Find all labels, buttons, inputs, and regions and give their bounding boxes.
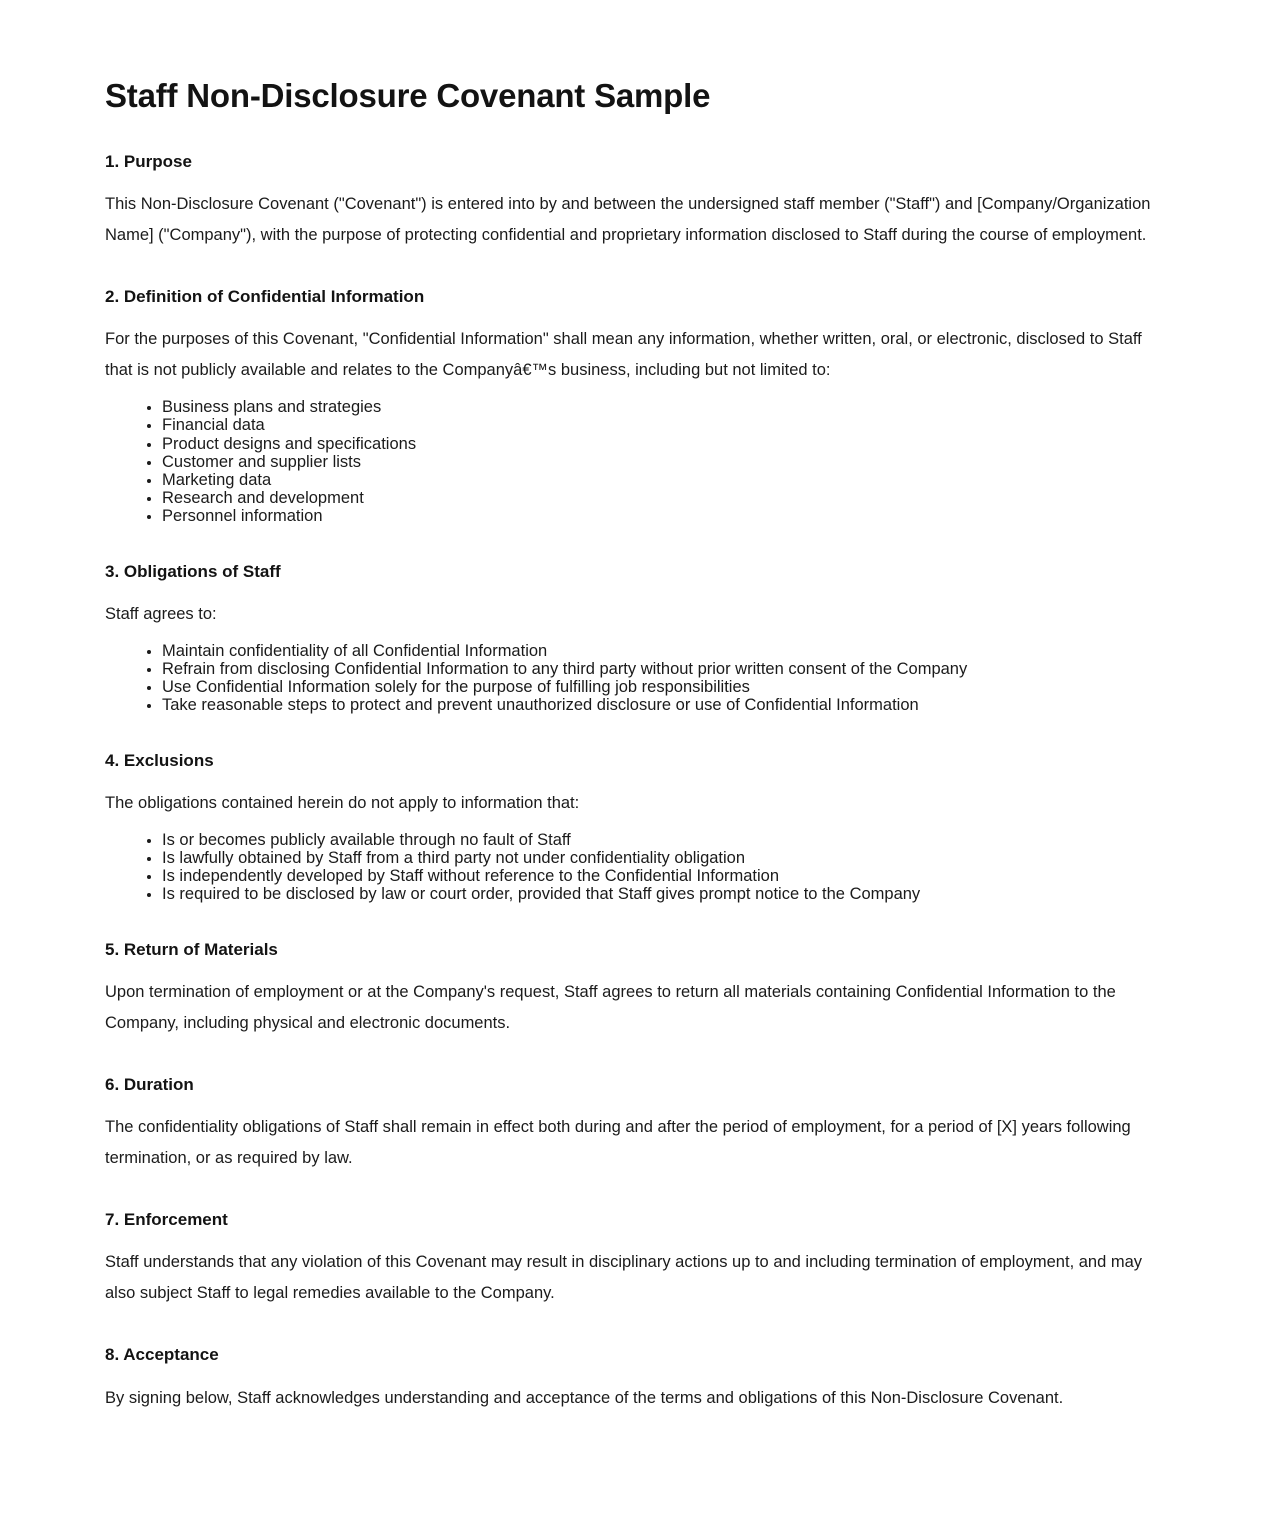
list-item: • Is required to be disclosed by law or court order, provided that Staff gives prompt notice to the Company [162,885,1160,903]
section-4-bullet-list [105,819,1160,904]
section-duration [105,1039,1160,1174]
list-item: • Maintain confidentiality of all Confidential Information [162,642,1160,660]
section-heading-6: 6. Duration [105,1074,194,1094]
section-acceptance [105,1309,1160,1413]
section-2-bullet-list [105,386,1160,525]
section-3-bullet-list [105,630,1160,715]
list-item: • Is lawfully obtained by Staff from a third party not under confidentiality obligation [162,849,1160,867]
list-item: • Business plans and strategies [162,398,1160,416]
section-return-of-materials [105,904,1160,1039]
list-item: • Research and development [162,489,1160,507]
section-paragraph-4: The obligations contained herein do not apply to information that: [105,793,580,812]
list-item: • Take reasonable steps to protect and prevent unauthorized disclosure or use of Confidential Information [162,696,1160,714]
section-definition-of-confidential-information [105,251,1160,526]
section-heading-2: 2. Definition of Confidential Information [105,286,425,306]
page-title: Staff Non-Disclosure Covenant Sample [105,77,711,114]
list-item: • Financial data [162,416,1160,434]
section-paragraph-5: Upon termination of employment or at the Company's request, Staff agrees to return all materials containing Confidential Information to the Company, including physical and electronic documents. [105,982,1116,1032]
list-item: • Personnel information [162,507,1160,525]
list-item: • Is or becomes publicly available through no fault of Staff [162,831,1160,849]
section-heading-3: 3. Obligations of Staff [105,561,281,581]
section-paragraph-1: This Non-Disclosure Covenant ("Covenant") is entered into by and between the undersigned staff member ("Staff") and [Company/Organization Name] ("Company"), with the purpose of protecting confidential and proprietary information disclosed to Staff during the course of employment. [105,194,1151,244]
section-paragraph-3: Staff agrees to: [105,604,217,623]
section-heading-4: 4. Exclusions [105,750,214,770]
list-item: • Customer and supplier lists [162,453,1160,471]
section-paragraph-8: By signing below, Staff acknowledges understanding and acceptance of the terms and obligations of this Non-Disclosure Covenant. [105,1388,1064,1407]
section-obligations-of-staff [105,526,1160,715]
section-enforcement [105,1174,1160,1309]
section-heading-5: 5. Return of Materials [105,939,278,959]
list-item: • Use Confidential Information solely for the purpose of fulfilling job responsibilities [162,678,1160,696]
section-heading-8: 8. Acceptance [105,1345,219,1365]
list-item: • Is independently developed by Staff without reference to the Confidential Information [162,867,1160,885]
section-heading-7: 7. Enforcement [105,1210,228,1230]
section-paragraph-7: Staff understands that any violation of this Covenant may result in disciplinary actions up to and including termination of employment, and may also subject Staff to legal remedies available to the Company. [105,1253,1143,1303]
section-purpose [105,116,1160,251]
section-heading-1: 1. Purpose [105,151,192,171]
section-exclusions [105,715,1160,904]
list-item: • Product designs and specifications [162,435,1160,453]
section-paragraph-6: The confidentiality obligations of Staff shall remain in effect both during and after the period of employment, for a period of [X] years following termination, or as required by law. [105,1118,1131,1168]
section-paragraph-2: For the purposes of this Covenant, "Confidential Information" shall mean any information, whether written, oral, or electronic, disclosed to Staff that is not publicly available and relates to the Companyâ€™s business, including but not limited to: [105,330,1142,380]
list-item: • Refrain from disclosing Confidential Information to any third party without prior written consent of the Company [162,660,1160,678]
list-item: • Marketing data [162,471,1160,489]
